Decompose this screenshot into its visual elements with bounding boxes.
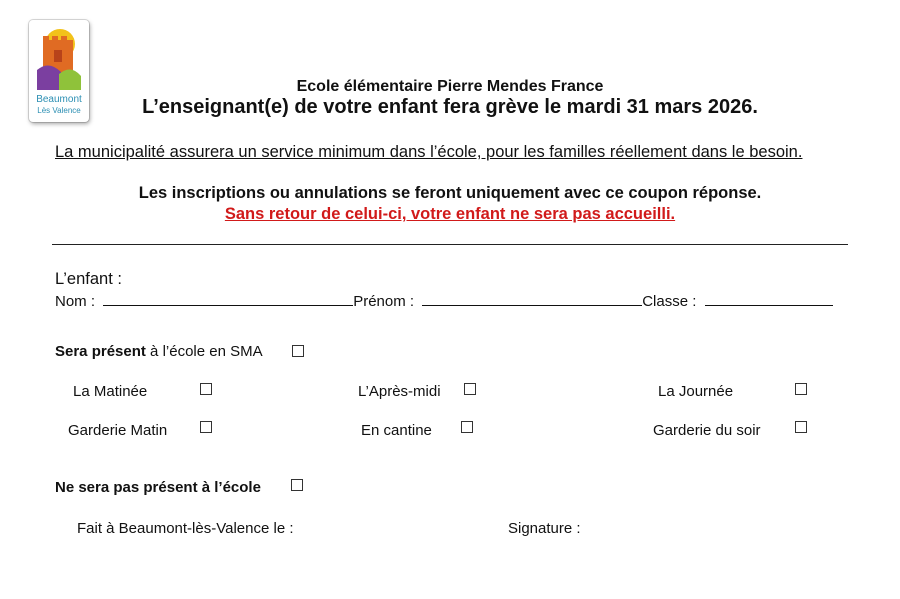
journee-checkbox[interactable] (795, 383, 807, 395)
apres-midi-checkbox[interactable] (464, 383, 476, 395)
absent-checkbox[interactable] (291, 479, 303, 491)
logo-text-line2: Lès Valence (37, 106, 81, 115)
prenom-field[interactable] (422, 290, 642, 306)
cantine-label: En cantine (361, 422, 432, 439)
inscriptions-note: Les inscriptions ou annulations se feront uniquement avec ce coupon réponse. (138, 184, 762, 202)
prenom-label: Prénom : (353, 293, 415, 310)
absent-label: Ne sera pas présent à l’école (55, 479, 261, 496)
cantine-checkbox[interactable] (461, 421, 473, 433)
matinee-checkbox[interactable] (200, 383, 212, 395)
cut-line-divider (52, 244, 848, 245)
signature-label: Signature : (508, 520, 581, 537)
warning-note: Sans retour de celui-ci, votre enfant ne sera pas accueilli. (224, 205, 676, 223)
garderie-soir-checkbox[interactable] (795, 421, 807, 433)
present-label-rest: à l’école en SMA (145, 343, 263, 360)
strike-headline: L’enseignant(e) de votre enfant fera grève le mardi 31 mars 2026. (142, 96, 758, 118)
apres-midi-label: L’Après-midi (358, 383, 441, 400)
child-fields-row (55, 290, 833, 310)
present-label-bold: Sera présent (55, 343, 146, 360)
service-minimum-paragraph: La municipalité assurera un service minimum dans l’école, pour les familles réellement dans le besoin. (55, 143, 803, 161)
garderie-matin-label: Garderie Matin (68, 422, 168, 439)
present-sma-checkbox[interactable] (292, 345, 304, 357)
garderie-soir-label: Garderie du soir (653, 422, 761, 439)
matinee-label: La Matinée (73, 383, 148, 400)
classe-field[interactable] (705, 290, 833, 306)
fait-a-label: Fait à Beaumont-lès-Valence le : (77, 520, 294, 537)
school-name: Ecole élémentaire Pierre Mendes France (296, 78, 604, 95)
present-sma-label (55, 343, 263, 360)
logo-text-line1: Beaumont (36, 94, 82, 105)
child-heading: L’enfant : (55, 270, 122, 288)
nom-field[interactable] (103, 290, 353, 306)
nom-label: Nom : (55, 293, 96, 310)
classe-label: Classe : (642, 293, 697, 310)
garderie-matin-checkbox[interactable] (200, 421, 212, 433)
journee-label: La Journée (658, 383, 734, 400)
